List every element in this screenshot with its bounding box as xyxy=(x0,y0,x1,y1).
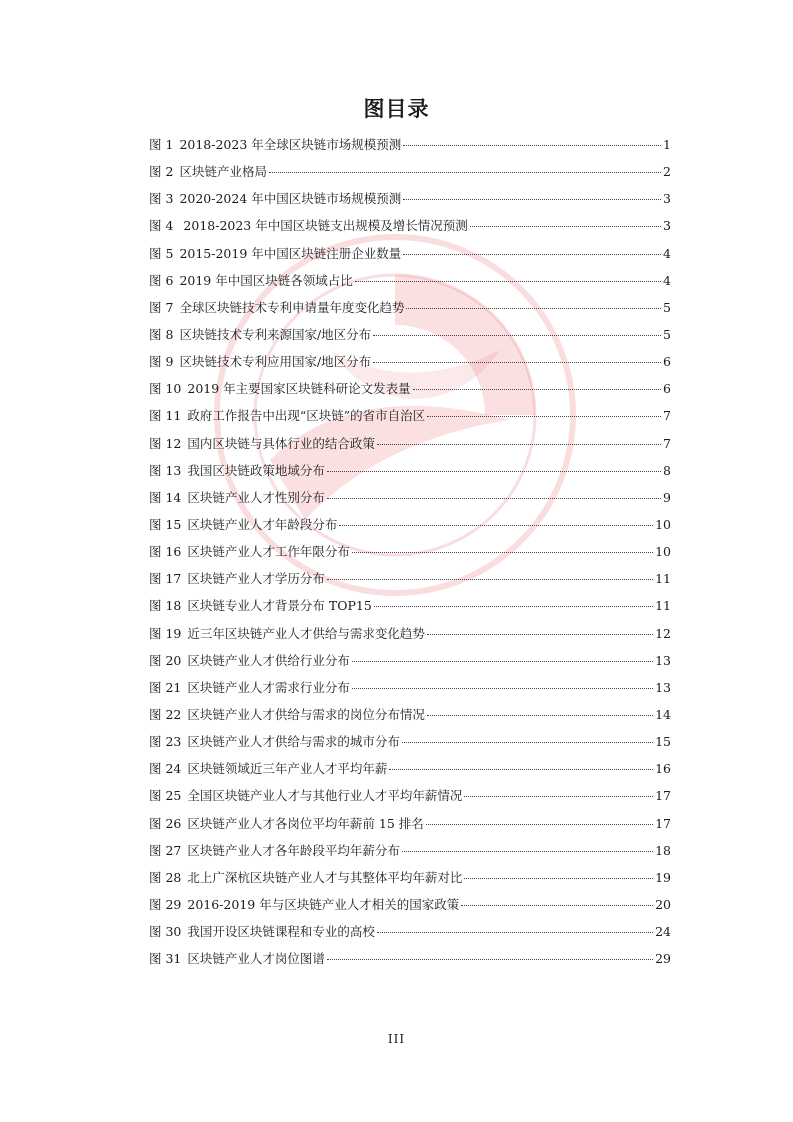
toc-entry[interactable] xyxy=(149,755,671,782)
toc-page-number: 17 xyxy=(655,815,671,831)
toc-entry-label xyxy=(149,565,325,592)
figure-number: 图 23 xyxy=(149,734,182,750)
dot-leader xyxy=(402,851,653,852)
figure-title: 我国开设区块链课程和专业的高校 xyxy=(187,924,375,940)
toc-entry-label xyxy=(149,674,350,701)
toc-entry[interactable] xyxy=(149,592,671,619)
figure-title: 区块链产业人才学历分布 xyxy=(187,571,325,587)
figure-title: 政府工作报告中出现“区块链”的省市自治区 xyxy=(187,408,426,424)
dot-leader xyxy=(269,172,661,173)
figure-title: 2018-2023 年全球区块链市场规模预测 xyxy=(179,137,402,152)
toc-page-number: 7 xyxy=(663,408,671,424)
dot-leader xyxy=(355,281,661,282)
toc-page-number: 17 xyxy=(655,788,671,804)
dot-leader xyxy=(352,688,653,689)
toc-page-number: 18 xyxy=(655,842,671,858)
toc-page-number: 14 xyxy=(655,706,671,722)
toc-page-number: 11 xyxy=(655,598,671,614)
figure-number: 图 13 xyxy=(149,462,182,478)
toc-entry-label xyxy=(149,620,425,647)
toc-entry[interactable] xyxy=(149,212,671,239)
toc-page-number: 12 xyxy=(655,625,671,641)
toc-entry-label xyxy=(149,430,375,457)
dot-leader xyxy=(426,824,653,825)
toc-entry-label xyxy=(149,647,350,674)
dot-leader xyxy=(403,254,661,255)
figure-title: 区块链领域近三年产业人才平均年薪 xyxy=(187,761,388,777)
toc-page-number: 29 xyxy=(655,951,671,967)
dot-leader xyxy=(327,959,653,960)
dot-leader xyxy=(427,634,653,635)
page-number: III xyxy=(387,1032,406,1046)
toc-entry-label xyxy=(149,837,400,864)
dot-leader xyxy=(327,498,661,499)
toc-entry-label xyxy=(149,457,325,484)
toc-entry-label xyxy=(149,212,468,239)
toc-entry[interactable] xyxy=(149,294,671,321)
figure-number: 图 4 xyxy=(149,218,174,234)
figure-title: 2019 年主要国家区块链科研论文发表量 xyxy=(187,381,411,397)
figure-title: 区块链专业人才背景分布 TOP15 xyxy=(187,598,372,614)
toc-entry-label xyxy=(149,511,337,538)
figure-title: 区块链产业人才供给与需求的岗位分布情况 xyxy=(187,706,425,722)
toc-page-number: 13 xyxy=(655,652,671,668)
toc-entry[interactable] xyxy=(149,484,671,511)
toc-entry[interactable] xyxy=(149,891,671,918)
toc-entry-label xyxy=(149,240,401,267)
figure-title: 近三年区块链产业人才供给与需求变化趋势 xyxy=(187,625,425,641)
toc-entry[interactable] xyxy=(149,185,671,212)
figure-number: 图 31 xyxy=(149,951,182,967)
toc-page-number: 7 xyxy=(663,435,671,451)
toc-entry[interactable] xyxy=(149,375,671,402)
toc-entry-label xyxy=(149,348,371,375)
toc-page-number: 4 xyxy=(663,272,671,288)
toc-entry[interactable] xyxy=(149,348,671,375)
toc-page-number: 11 xyxy=(655,571,671,587)
dot-leader xyxy=(352,661,653,662)
dot-leader xyxy=(373,362,661,363)
toc-entry[interactable] xyxy=(149,728,671,755)
figure-number: 图 5 xyxy=(149,245,174,261)
figure-title: 2019 年中国区块链各领域占比 xyxy=(179,272,353,288)
toc-entry-label xyxy=(149,891,459,918)
figure-number: 图 14 xyxy=(149,489,182,505)
figure-title: 全国区块链产业人才与其他行业人才平均年薪情况 xyxy=(187,788,463,804)
figure-list xyxy=(149,131,671,972)
dot-leader xyxy=(413,389,661,390)
figure-number: 图 25 xyxy=(149,788,182,804)
toc-page-number: 16 xyxy=(655,761,671,777)
figure-title: 区块链产业人才工作年限分布 xyxy=(187,544,350,560)
figure-title: 区块链产业人才各年龄段平均年薪分布 xyxy=(187,842,400,858)
toc-page-number: 19 xyxy=(655,869,671,885)
figure-number: 图 27 xyxy=(149,842,182,858)
figure-title: 国内区块链与具体行业的结合政策 xyxy=(187,435,375,451)
toc-page-number: 5 xyxy=(663,326,671,342)
toc-entry[interactable] xyxy=(149,918,671,945)
figure-number: 图 21 xyxy=(149,679,182,695)
toc-page-number: 15 xyxy=(655,734,671,750)
toc-entry-label xyxy=(149,538,350,565)
figure-title: 区块链产业人才性别分布 xyxy=(187,489,325,505)
toc-entry[interactable] xyxy=(149,511,671,538)
figure-title: 2018-2023 年中国区块链支出规模及增长情况预测 xyxy=(179,218,468,234)
toc-entry[interactable] xyxy=(149,565,671,592)
figure-number: 图 30 xyxy=(149,924,182,940)
dot-leader xyxy=(406,308,661,309)
toc-entry[interactable] xyxy=(149,864,671,891)
figure-number: 图 3 xyxy=(149,191,174,207)
figure-number: 图 15 xyxy=(149,516,182,532)
toc-entry[interactable] xyxy=(149,267,671,294)
dot-leader xyxy=(461,905,653,906)
figure-number: 图 17 xyxy=(149,571,182,587)
figure-title: 区块链产业人才各岗位平均年薪前 15 排名 xyxy=(187,815,424,831)
toc-entry-label xyxy=(149,267,353,294)
toc-entry[interactable] xyxy=(149,321,671,348)
dot-leader xyxy=(403,199,661,200)
toc-entry-label xyxy=(149,294,404,321)
dot-leader xyxy=(377,444,661,445)
toc-entry[interactable] xyxy=(149,837,671,864)
toc-entry-label xyxy=(149,185,401,212)
toc-page-number: 20 xyxy=(655,896,671,912)
toc-page-number: 6 xyxy=(663,381,671,397)
figure-number: 图 8 xyxy=(149,326,174,342)
toc-page-number: 3 xyxy=(663,191,671,207)
figure-number: 图 26 xyxy=(149,815,182,831)
figure-number: 图 28 xyxy=(149,869,182,885)
dot-leader xyxy=(403,145,661,146)
toc-page-number: 13 xyxy=(655,679,671,695)
dot-leader xyxy=(464,796,653,797)
figure-number: 图 19 xyxy=(149,625,182,641)
toc-page-number: 5 xyxy=(663,299,671,315)
figure-number: 图 29 xyxy=(149,896,182,912)
toc-entry-label xyxy=(149,755,387,782)
figure-number: 图 22 xyxy=(149,706,182,722)
toc-page-number: 4 xyxy=(663,245,671,261)
toc-entry-label xyxy=(149,918,375,945)
toc-entry-label xyxy=(149,592,372,619)
toc-entry-label xyxy=(149,782,462,809)
figure-title: 区块链产业人才岗位图谱 xyxy=(187,951,325,967)
figure-number: 图 1 xyxy=(149,137,174,152)
figure-title: 2016-2019 年与区块链产业人才相关的国家政策 xyxy=(187,896,460,912)
toc-page-number: 10 xyxy=(655,544,671,560)
toc-entry-label xyxy=(149,810,424,837)
figure-number: 图 18 xyxy=(149,598,182,614)
dot-leader xyxy=(327,579,653,580)
figure-title: 区块链产业人才年龄段分布 xyxy=(187,516,338,532)
toc-entry-label xyxy=(149,321,371,348)
dot-leader xyxy=(427,416,661,417)
toc-entry[interactable] xyxy=(149,701,671,728)
toc-page-number: 8 xyxy=(663,462,671,478)
toc-page-number: 9 xyxy=(663,489,671,505)
toc-entry[interactable] xyxy=(149,240,671,267)
figure-number: 图 2 xyxy=(149,164,174,180)
figure-number: 图 16 xyxy=(149,544,182,560)
dot-leader xyxy=(327,471,661,472)
dot-leader xyxy=(373,335,661,336)
toc-entry-label xyxy=(149,864,462,891)
figure-title: 区块链技术专利应用国家/地区分布 xyxy=(179,354,372,370)
toc-entry[interactable] xyxy=(149,538,671,565)
dot-leader xyxy=(470,226,661,227)
figure-title: 2015-2019 年中国区块链注册企业数量 xyxy=(179,245,402,261)
dot-leader xyxy=(464,878,653,879)
toc-entry-label xyxy=(149,402,425,429)
toc-entry[interactable] xyxy=(149,810,671,837)
figure-number: 图 7 xyxy=(149,299,174,315)
toc-entry[interactable] xyxy=(149,457,671,484)
figure-title: 我国区块链政策地域分布 xyxy=(187,462,325,478)
toc-page-number: 2 xyxy=(663,164,671,180)
toc-entry-label xyxy=(149,728,400,755)
toc-entry-label xyxy=(149,701,425,728)
toc-entry-label xyxy=(149,375,411,402)
toc-entry[interactable] xyxy=(149,945,671,972)
toc-page-number: 1 xyxy=(663,137,671,152)
dot-leader xyxy=(339,525,653,526)
toc-page-number: 24 xyxy=(655,924,671,940)
dot-leader xyxy=(352,552,653,553)
toc-entry[interactable] xyxy=(149,674,671,701)
figure-title: 区块链产业人才供给行业分布 xyxy=(187,652,350,668)
toc-page-number: 10 xyxy=(655,516,671,532)
figure-title: 区块链产业人才需求行业分布 xyxy=(187,679,350,695)
toc-entry-label xyxy=(149,158,267,185)
dot-leader xyxy=(374,606,653,607)
figure-title: 区块链产业格局 xyxy=(179,164,267,180)
figure-number: 图 6 xyxy=(149,272,174,288)
figure-title: 全球区块链技术专利申请量年度变化趋势 xyxy=(179,299,405,315)
figure-number: 图 20 xyxy=(149,652,182,668)
toc-entry[interactable] xyxy=(149,647,671,674)
toc-page-number: 6 xyxy=(663,354,671,370)
toc-entry-label xyxy=(149,484,325,511)
figure-number: 图 12 xyxy=(149,435,182,451)
page-title: 图目录 xyxy=(363,97,430,121)
dot-leader xyxy=(389,769,653,770)
toc-entry-label xyxy=(149,131,401,158)
figure-number: 图 24 xyxy=(149,761,182,777)
toc-page-number: 3 xyxy=(663,218,671,234)
figure-title: 北上广深杭区块链产业人才与其整体平均年薪对比 xyxy=(187,869,463,885)
toc-entry[interactable] xyxy=(149,620,671,647)
dot-leader xyxy=(377,932,653,933)
dot-leader xyxy=(427,715,653,716)
toc-entry[interactable] xyxy=(149,402,671,429)
figure-number: 图 10 xyxy=(149,381,182,397)
toc-entry[interactable] xyxy=(149,782,671,809)
toc-entry-label xyxy=(149,945,325,972)
figure-title: 2020-2024 年中国区块链市场规模预测 xyxy=(179,191,402,207)
toc-entry[interactable] xyxy=(149,131,671,158)
toc-entry[interactable] xyxy=(149,158,671,185)
toc-entry[interactable] xyxy=(149,430,671,457)
dot-leader xyxy=(402,742,653,743)
figure-title: 区块链技术专利来源国家/地区分布 xyxy=(179,326,372,342)
figure-number: 图 11 xyxy=(149,408,182,424)
figure-title: 区块链产业人才供给与需求的城市分布 xyxy=(187,734,400,750)
figure-number: 图 9 xyxy=(149,354,174,370)
